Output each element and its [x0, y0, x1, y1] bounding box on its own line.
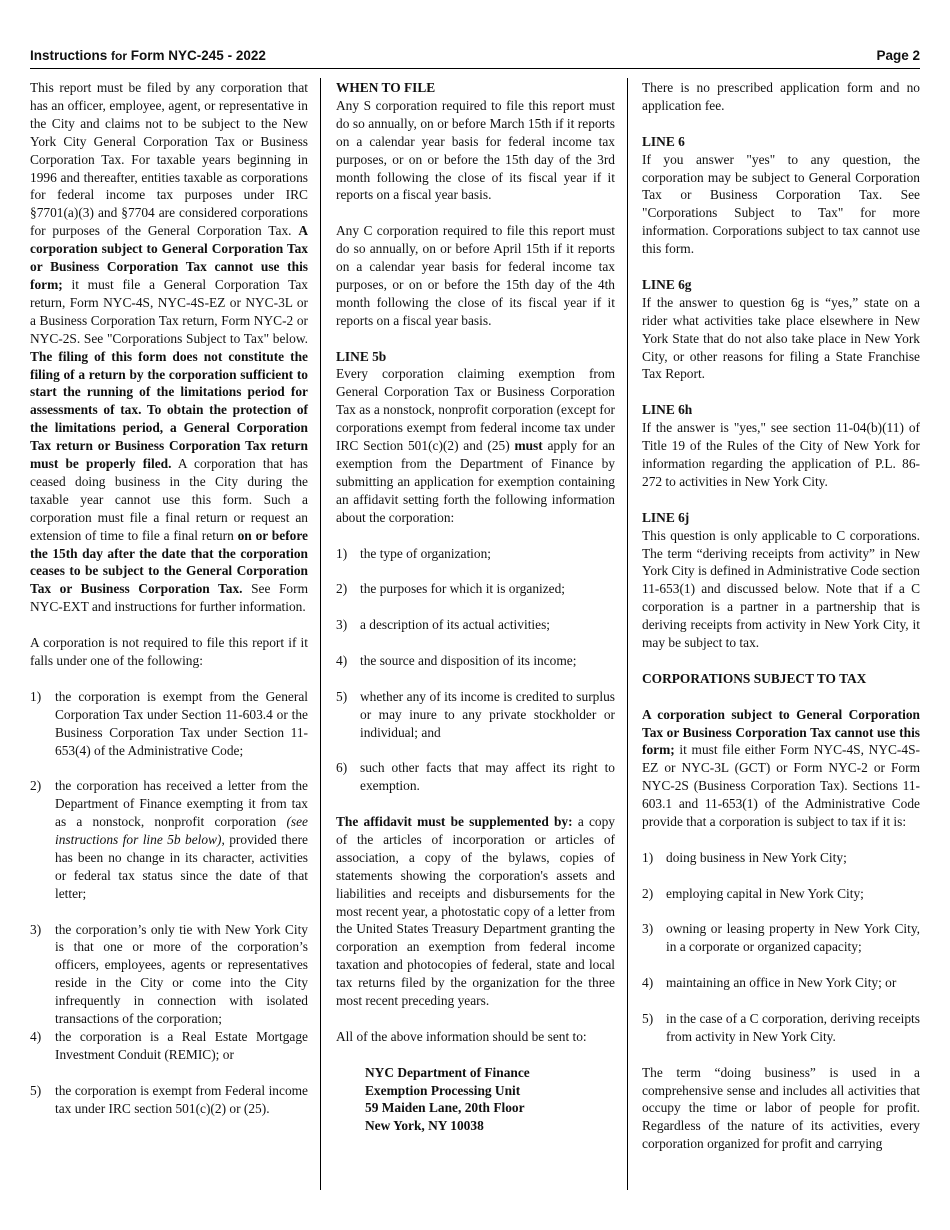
line-5b-paragraph: Every corporation claiming exemption from General Corporation Tax or Business Corporation Tax as a nonstock, nonprofit corporation (except for corporations exempt from federal income tax under IRC Section 501(c)(2) and (25) must apply for an exemption from the Department of Finance by submitting an application for exemption containing an affidavit setting forth the following information about the corporation:	[336, 366, 615, 525]
list-item: 1) the corporation is exempt from the General Corporation Tax under Section 11-603.4 or the Business Corporation Tax under Section 11-653(4) of the Administrative Code;	[30, 688, 308, 758]
form-title	[30, 48, 266, 63]
column-2	[336, 79, 615, 1135]
line-5b-heading: LINE 5b	[336, 348, 387, 364]
mailing-address: NYC Department of Finance Exemption Processing Unit 59 Maiden Lane, 20th Floor New York, NY 10038	[365, 1064, 530, 1134]
c-corp-paragraph: Any C corporation required to file this report must do so annually, on or before April 15th if it reports on a calendar year basis for federal income tax purposes, or on or before the 15th day of the 4th month following the close of its fiscal year if it reports on a fiscal year basis.	[336, 223, 615, 328]
no-application-form-paragraph: There is no prescribed application form and no application fee.	[642, 80, 920, 113]
line-6j-heading: LINE 6j	[642, 509, 690, 525]
column-divider-1	[320, 78, 321, 1190]
exemption-list	[30, 688, 308, 1118]
subject-to-tax-list	[642, 849, 920, 1046]
form-name: Form NYC-245 - 2022	[130, 48, 266, 63]
line-6-heading: LINE 6	[642, 133, 685, 149]
doing-business-paragraph: The term “doing business” is used in a comprehensive sense and includes all activities that occupy the time or labor of people for profit. Regardless of the nature of its activities, every corporation organized for profit and carrying	[642, 1064, 920, 1152]
s-corp-paragraph: Any S corporation required to file this report must do so annually, on or before March 15th if it reports on a calendar year basis for federal income tax purposes, or on or before the 15th day of the 3rd month following the close of its fiscal year if it reports on a fiscal year basis.	[336, 97, 615, 203]
list-item: 2) the corporation has received a letter from the Department of Finance exempting it from tax as a nonstock, nonprofit corporation (see instructions for line 5b below), provided there has been no change in its character, activities or federal tax status since the date of that letter;	[30, 778, 308, 901]
header-rule	[30, 68, 920, 69]
list-item: 2) the purposes for which it is organized;	[336, 581, 566, 597]
column-3	[642, 79, 920, 1171]
not-required-intro: A corporation is not required to file this report if it falls under one of the following:	[30, 635, 308, 668]
list-item: 2) employing capital in New York City;	[642, 885, 864, 901]
when-to-file-heading: WHEN TO FILE	[336, 80, 436, 95]
list-item: 3) a description of its actual activities;	[336, 617, 551, 633]
page-header	[30, 48, 920, 66]
list-item: 3) owning or leasing property in New York City, in a corporate or organized capacity;	[642, 921, 920, 955]
corporations-subject-heading: CORPORATIONS SUBJECT TO TAX	[642, 670, 867, 686]
line-6h-heading: LINE 6h	[642, 402, 693, 418]
line-6g-paragraph: If the answer to question 6g is “yes,” state on a rider what activities take place elsewhere in New York State that do not also take place in New York City, or other reasons for filing a State Franchise Tax Report.	[642, 294, 920, 382]
list-item: 4) the source and disposition of its income;	[336, 652, 577, 668]
column-divider-2	[627, 78, 628, 1190]
list-item: 4) maintaining an office in New York City; or	[642, 975, 897, 991]
corporations-subject-paragraph: A corporation subject to General Corporation Tax or Business Corporation Tax cannot use this form; it must file either Form NYC-4S, NYC-4S-EZ or NYC-3L (GCT) or Form NYC-2 or Form NYC-2S (Business Corporation Tax). Sections 11-603.1 and 11-653(1) of the Administrative Code provide that a corporation is subject to tax if it is:	[642, 706, 920, 830]
line-6g-heading: LINE 6g	[642, 276, 692, 292]
page-number: Page 2	[876, 48, 920, 63]
list-item: 6) such other facts that may affect its right to exemption.	[336, 760, 615, 794]
for-label: for	[111, 49, 128, 63]
filing-requirement-paragraph: This report must be filed by any corporation that has an officer, employee, agent, or representative in the City and claims not to be subject to the New York City General Corporation Tax or Business Corporation Tax. For taxable years beginning in 1996 and thereafter, entities taxable as corporations for federal income tax purposes under IRC §7701(a)(3) and §7704 are considered corporations for purposes of the General Corporation Tax. A corporation subject to General Corporation Tax or Business Corporation Tax cannot use this form; it must file a General Corporation Tax return, Form NYC-4S, NYC-4S-EZ or NYC-3L or a Business Corporation Tax return, Form NYC-2 or NYC-2S. See "Corporations Subject to Tax" below. The filing of this form does not constitute the filing of a return by the corporation sufficient to start the running of the limitations period for assessments of tax. To obtain the protection of the limitations period, a General Corporation Tax return or Business Corporation Tax return must be properly filed. A corporation that has ceased doing business in the City during the taxable year cannot use this form. Such a corporation must file a final return or request an extension of time to file a final return on or before the 15th day after the date that the corporation ceases to be subject to the General Corporation Tax or Business Corporation Tax. See Form NYC-EXT and instructions for further information.	[30, 80, 309, 615]
list-item: 4) the corporation is a Real Estate Mortgage Investment Conduit (REMIC); or	[30, 1028, 308, 1062]
line-6h-paragraph: If the answer is "yes," see section 11-04(b)(11) of Title 19 of the Rules of the City of New York for information regarding the application of P.L. 86-272 to activities in New York City.	[642, 420, 920, 489]
list-item: 5) whether any of its income is credited to surplus or may inure to any private stockholder or individual; and	[336, 688, 615, 740]
affidavit-supplement-paragraph: The affidavit must be supplemented by: a copy of the articles of incorporation or articles of association, a copy of the bylaws, copies of statements showing the corporation's assets and liabilities and receipts and disbursements for the most recent year, a photostatic copy of a letter from the United States Treasury Department granting the corporation an exemption from federal income taxation and photocopies of federal, state and local tax returns filed by the organization for the three most recent preceding years.	[336, 814, 615, 1009]
affidavit-list	[336, 545, 615, 796]
line-6-paragraph: If you answer "yes" to any question, the corporation may be subject to General Corporation Tax or Business Corporation Tax. See "Corporations Subject to Tax" for more information. Corporations subject to tax cannot use this form.	[642, 151, 920, 257]
column-1	[30, 79, 308, 1135]
line-6j-paragraph: This question is only applicable to C corporations. The term “deriving receipts from activity” in New York City is defined in Administrative Code section 11-653(1) and discussed below. Note that if a C corporation is a partner in a partnership that is deriving receipts from activity in New York City, it may be subject to tax.	[642, 527, 920, 651]
sent-to-line: All of the above information should be sent to:	[336, 1028, 587, 1044]
list-item: 5) the corporation is exempt from Federal income tax under IRC section 501(c)(2) or (25).	[30, 1082, 308, 1116]
list-item: 5) in the case of a C corporation, deriving receipts from activity in New York City.	[642, 1010, 920, 1044]
list-item: 3) the corporation’s only tie with New York City is that one or more of the corporation’s officers, employees, agents or representatives reside in the City or come into the City infrequently in connection with isolated transactions of the corporation;	[30, 921, 308, 1027]
list-item: 1) the type of organization;	[336, 545, 492, 561]
list-item: 1) doing business in New York City;	[642, 849, 847, 865]
instructions-label: Instructions	[30, 48, 108, 63]
